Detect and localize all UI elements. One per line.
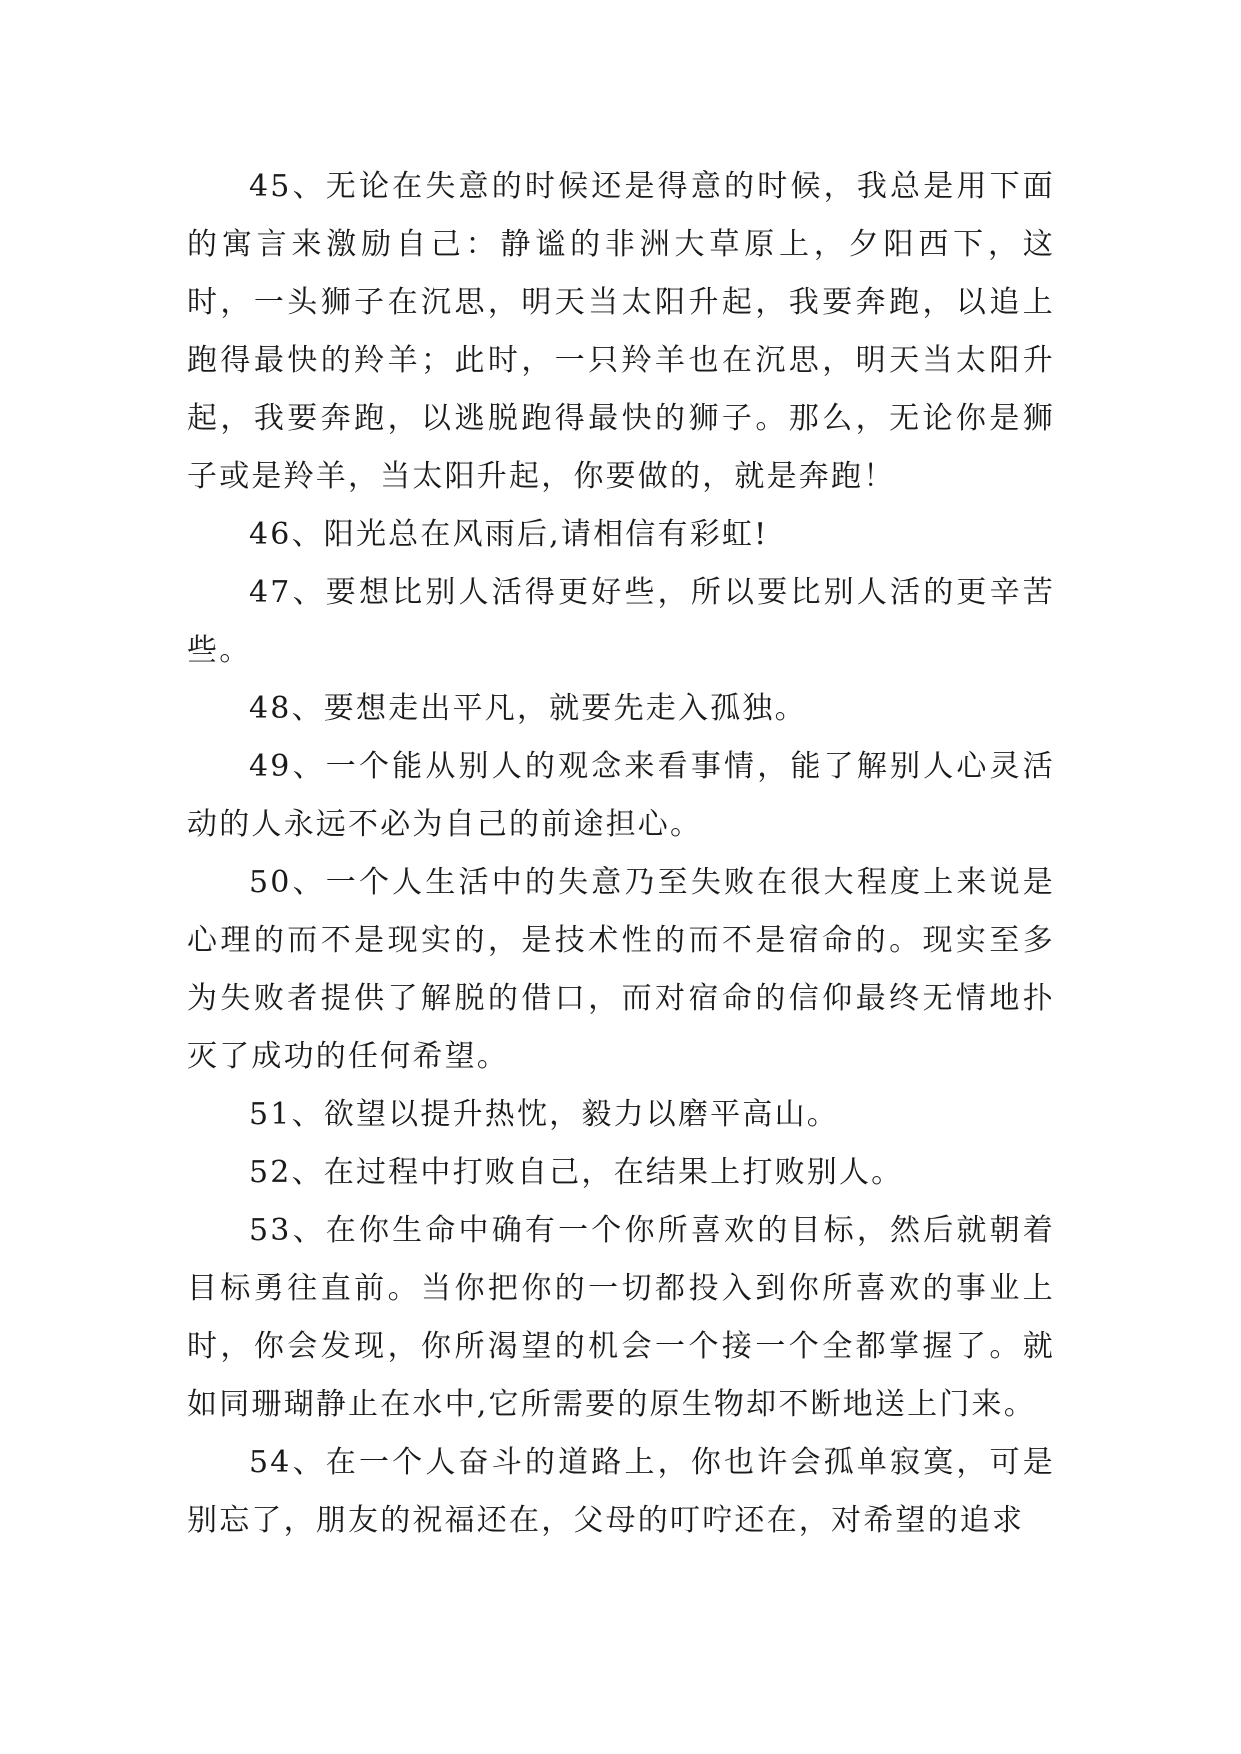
paragraph-45: 45、无论在失意的时候还是得意的时候，我总是用下面的寓言来激励自己：静谧的非洲大草原上，夕阳西下，这时，一头狮子在沉思，明天当太阳升起，我要奔跑，以追上跑得最快的羚羊；此时，一只羚羊也在沉思，明天当太阳升起，我要奔跑，以逃脱跑得最快的狮子。那么，无论你是狮子或是羚羊，当太阳升起，你要做的，就是奔跑！ <box>187 169 1055 494</box>
paragraph-49: 49、一个能从别人的观念来看事情，能了解别人心灵活动的人永远不必为自己的前途担心。 <box>187 749 1055 842</box>
paragraph-51: 51、欲望以提升热忱，毅力以磨平高山。 <box>249 1097 839 1132</box>
paragraph-46: 46、阳光总在风雨后,请相信有彩虹! <box>249 517 769 552</box>
paragraph-52: 52、在过程中打败自己，在结果上打败别人。 <box>249 1155 904 1190</box>
paragraph-53: 53、在你生命中确有一个你所喜欢的目标，然后就朝着目标勇往直前。当你把你的一切都投入到你所喜欢的事业上时，你会发现，你所渴望的机会一个接一个全都掌握了。就如同珊瑚静止在水中,它所需要的原生物却不断地送上门来。 <box>187 1213 1055 1422</box>
paragraph-48: 48、要想走出平凡，就要先走入孤独。 <box>249 691 807 726</box>
paragraph-54: 54、在一个人奋斗的道路上，你也许会孤单寂寞，可是别忘了，朋友的祝福还在，父母的叮咛还在，对希望的追求 <box>187 1445 1055 1538</box>
paragraph-50: 50、一个人生活中的失意乃至失败在很大程度上来说是心理的而不是现实的，是技术性的而不是宿命的。现实至多为失败者提供了解脱的借口，而对宿命的信仰最终无情地扑灭了成功的任何希望。 <box>187 865 1055 1074</box>
document-page <box>187 158 1055 1550</box>
paragraph-47: 47、要想比别人活得更好些，所以要比别人活的更辛苦些。 <box>187 575 1055 668</box>
